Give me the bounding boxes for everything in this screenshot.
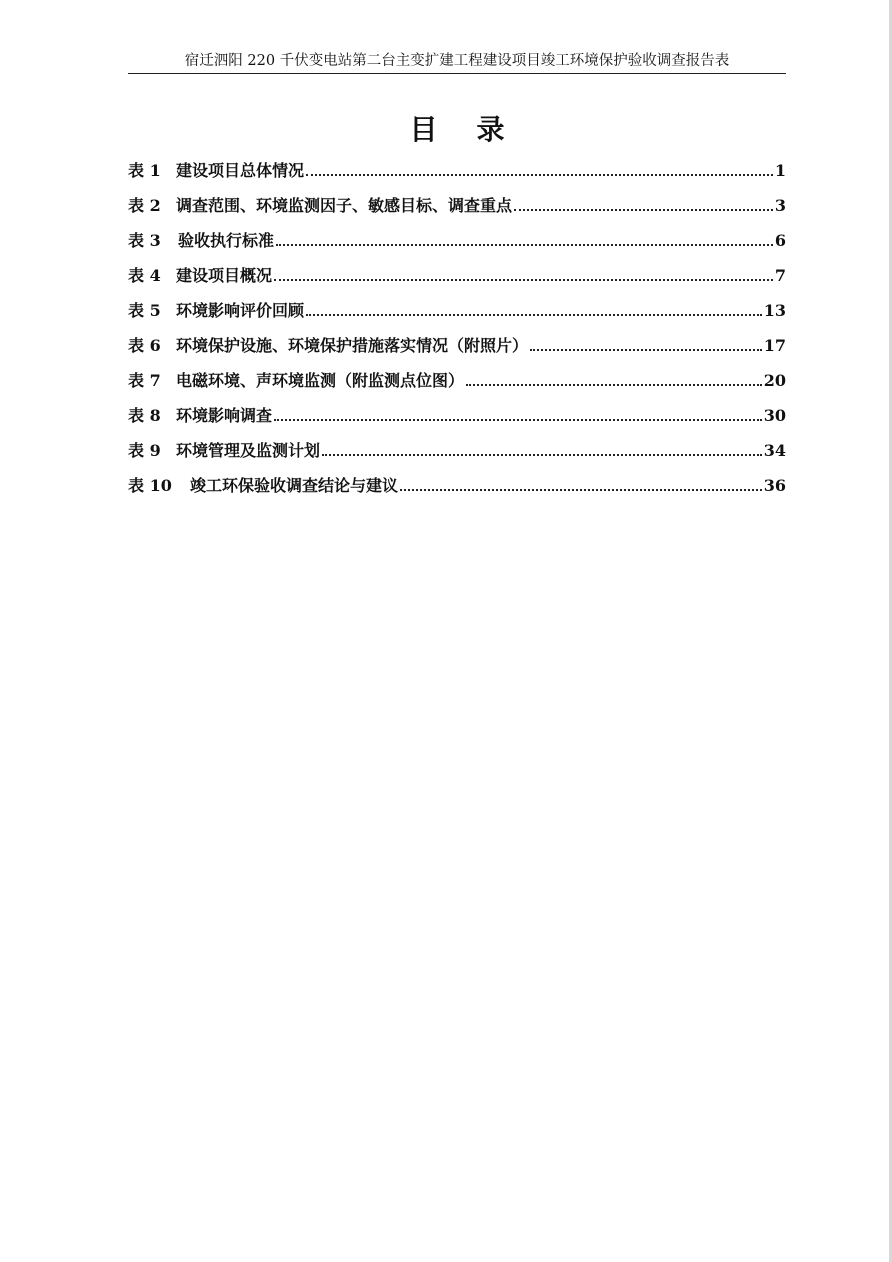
toc-dot-leader xyxy=(400,489,762,491)
toc-entry-page: 3 xyxy=(774,196,786,215)
toc-entry-text: 建设项目概况 xyxy=(176,266,273,285)
toc-entry-text: 竣工环保验收调查结论与建议 xyxy=(190,476,399,495)
toc-entry-text: 验收执行标准 xyxy=(178,231,275,250)
toc-entry-text: 电磁环境、声环境监测（附监测点位图） xyxy=(176,371,465,390)
toc-dot-leader xyxy=(514,209,773,211)
toc-list xyxy=(128,158,786,508)
toc-entry-page: 34 xyxy=(763,441,786,460)
toc-dot-leader xyxy=(322,454,762,456)
toc-entry-8[interactable] xyxy=(128,403,786,438)
toc-entry-page: 6 xyxy=(774,231,786,250)
toc-entry-page: 36 xyxy=(763,476,786,495)
toc-entry-page: 13 xyxy=(763,301,786,320)
toc-entry-text: 建设项目总体情况 xyxy=(176,161,305,180)
header-rule xyxy=(128,73,786,74)
toc-dot-leader xyxy=(274,279,773,281)
toc-dot-leader xyxy=(276,244,773,246)
toc-entry-3[interactable] xyxy=(128,228,786,263)
toc-entry-page: 1 xyxy=(774,161,786,180)
toc-dot-leader xyxy=(466,384,762,386)
toc-dot-leader xyxy=(306,174,773,176)
toc-entry-text: 环境影响调查 xyxy=(176,406,273,425)
toc-entry-page: 30 xyxy=(763,406,786,425)
toc-entry-label: 表 9 xyxy=(128,441,161,460)
toc-entry-page: 17 xyxy=(763,336,786,355)
toc-dot-leader xyxy=(274,419,762,421)
toc-entry-label: 表 3 xyxy=(128,231,161,250)
toc-entry-9[interactable] xyxy=(128,438,786,473)
toc-entry-text: 环境保护设施、环境保护措施落实情况（附照片） xyxy=(176,336,529,355)
toc-entry-4[interactable] xyxy=(128,263,786,298)
toc-dot-leader xyxy=(306,314,762,316)
running-header: 宿迁泗阳 220 千伏变电站第二台主变扩建工程建设项目竣工环境保护验收调查报告表 xyxy=(184,53,730,69)
toc-entry-label: 表 4 xyxy=(128,266,161,285)
toc-entry-label: 表 10 xyxy=(128,476,172,495)
toc-entry-5[interactable] xyxy=(128,298,786,333)
toc-title: 目 录 xyxy=(409,113,505,146)
toc-entry-label: 表 6 xyxy=(128,336,161,355)
toc-dot-leader xyxy=(530,349,762,351)
toc-entry-2[interactable] xyxy=(128,193,786,228)
toc-entry-7[interactable] xyxy=(128,368,786,403)
toc-entry-label: 表 7 xyxy=(128,371,161,390)
toc-entry-text: 环境影响评价回顾 xyxy=(176,301,305,320)
toc-entry-text: 调查范围、环境监测因子、敏感目标、调查重点 xyxy=(176,196,513,215)
toc-entry-label: 表 8 xyxy=(128,406,161,425)
toc-entry-label: 表 2 xyxy=(128,196,161,215)
toc-entry-label: 表 1 xyxy=(128,161,161,180)
toc-entry-page: 20 xyxy=(763,371,786,390)
toc-entry-1[interactable] xyxy=(128,158,786,193)
toc-entry-6[interactable] xyxy=(128,333,786,368)
toc-entry-page: 7 xyxy=(774,266,786,285)
toc-entry-text: 环境管理及监测计划 xyxy=(176,441,321,460)
toc-entry-10[interactable] xyxy=(128,473,786,508)
toc-entry-label: 表 5 xyxy=(128,301,161,320)
